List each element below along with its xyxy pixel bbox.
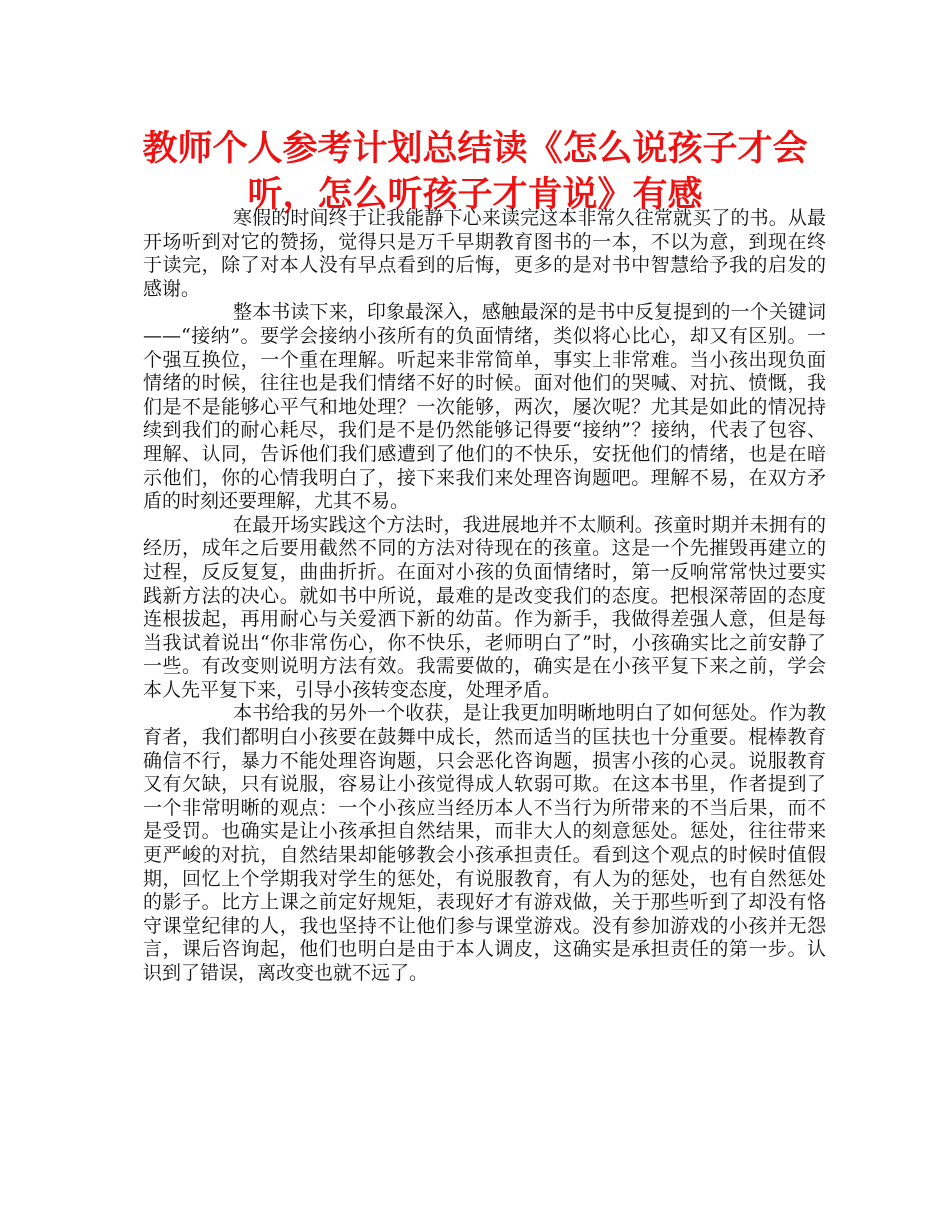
paragraph-3: 在最开场实践这个方法时，我进展地并不太顺利。孩童时期并未拥有的经历，成年之后要用截然不同的方法对待现在的孩童。这是一个先摧毁再建立的过程，反反复复，曲曲折折。在面对小孩的负面情绪时，第一反响常常快过要实践新方法的决心。就如书中所说，最难的是改变我们的态度。把根深蒂固的态度连根拔起，再用耐心与关爱洒下新的幼苗。作为新手，我做得差强人意，但是每当我试着说出“你非常伤心，你不快乐，老师明白了”时，小孩确实比之前安静了一些。有改变则说明方法有效。我需要做的，确实是在小孩平复下来之前，学会本人先平复下来，引导小孩转变态度，处理矛盾。: [143, 513, 826, 701]
paragraph-4: 本书给我的另外一个收获，是让我更加明晰地明白了如何惩处。作为教育者，我们都明白小孩要在鼓舞中成长，然而适当的匡扶也十分重要。棍棒教育确信不行，暴力不能处理咨询题，只会恶化咨询题，损害小孩的心灵。说服教育又有欠缺，只有说服，容易让小孩觉得成人软弱可欺。在这本书里，作者提到了一个非常明晰的观点：一个小孩应当经历本人不当行为所带来的不当后果，而不是受罚。也确实是让小孩承担自然结果，而非大人的刻意惩处。惩处，往往带来更严峻的对抗，自然结果却能够教会小孩承担责任。看到这个观点的时候时值假期，回忆上个学期我对学生的惩处，有说服教育，有人为的惩处，也有自然惩处的影子。比方上课之前定好规矩，表现好才有游戏做，关于那些听到了却没有恪守课堂纪律的人，我也坚持不让他们参与课堂游戏。没有参加游戏的小孩并无怨言，课后咨询起，他们也明白是由于本人调皮，这确实是承担责任的第一步。认识到了错误，离改变也就不远了。: [143, 702, 826, 984]
paragraph-1: 寒假的时间终于让我能静下心来读完这本非常久往常就买了的书。从最开场听到对它的赞扬，觉得只是万千早期教育图书的一本，不以为意，到现在终于读完，除了对本人没有早点看到的后悔，更多的是对书中智慧给予我的启发的感谢。: [143, 207, 826, 300]
paragraph-2: 整本书读下来，印象最深入，感触最深的是书中反复提到的一个关键词——“接纳”。要学会接纳小孩所有的负面情绪，类似将心比心，却又有区别。一个强互换位，一个重在理解。听起来非常简单，事实上非常难。当小孩出现负面情绪的时候，往往也是我们情绪不好的时候。面对他们的哭喊、对抗、愤慨，我们是不是能够心平气和地处理？一次能够，两次，屡次呢？尤其是如此的情况持续到我们的耐心耗尽，我们是不是仍然能够记得要“接纳”？接纳，代表了包容、理解、认同，告诉他们我们感遭到了他们的不快乐，安抚他们的情绪，也是在暗示他们，你的心情我明白了，接下来我们来处理咨询题吧。理解不易，在双方矛盾的时刻还要理解，尤其不易。: [143, 301, 826, 513]
document-title: 教师个人参考计划总结读《怎么说孩子才会听，怎么听孩子才肯说》有感: [142, 129, 808, 215]
document-body: [143, 207, 826, 986]
